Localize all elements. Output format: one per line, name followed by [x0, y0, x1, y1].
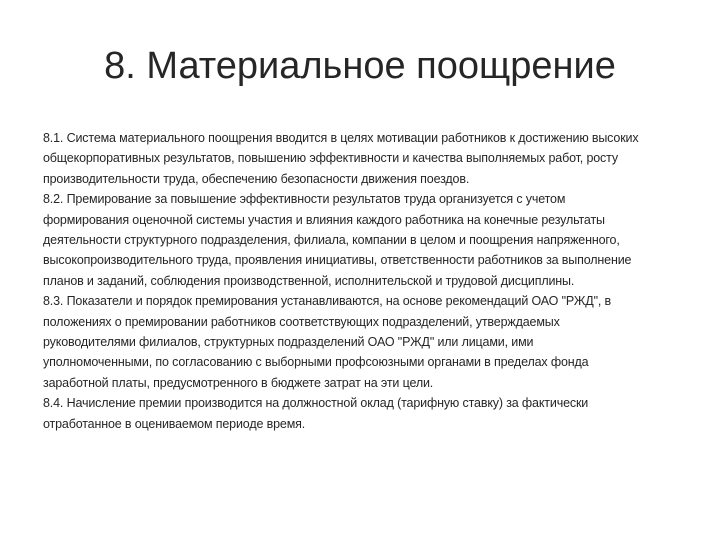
slide-body	[43, 128, 683, 434]
paragraph-8-1	[43, 128, 683, 189]
paragraph-line: производительности труда, обеспечению безопасности движения поездов.	[43, 171, 470, 186]
paragraph-line: 8.3. Показатели и порядок премирования устанавливаются, на основе рекомендаций ОАО "РЖД", в	[43, 294, 612, 309]
paragraph-8-2	[43, 189, 683, 291]
paragraph-8-4	[43, 393, 683, 434]
paragraph-line: общекорпоративных результатов, повышению эффективности и качества выполняемых работ, росту	[43, 151, 618, 166]
paragraph-line: 8.1. Система материального поощрения вводится в целях мотивации работников к достижению высоких	[43, 131, 639, 145]
paragraph-line: руководителями филиалов, структурных подразделений ОАО "РЖД" или лицами, ими	[43, 335, 534, 350]
paragraph-line: высокопроизводительного труда, проявления инициативы, ответственности работников за выполнение	[43, 253, 632, 268]
paragraph-line: деятельности структурного подразделения, филиала, компании в целом и поощрения напряженного,	[43, 233, 620, 248]
paragraph-line: 8.4. Начисление премии производится на должностной оклад (тарифную ставку) за фактически	[43, 396, 589, 411]
paragraph-line: формирования оценочной системы участия и влияния каждого работника на конечные результаты	[43, 212, 605, 227]
paragraph-line: планов и заданий, соблюдения производственной, исполнительской и трудовой дисциплины.	[43, 273, 575, 288]
paragraph-8-3	[43, 291, 683, 393]
paragraph-line: отработанное в оцениваемом периоде время.	[43, 416, 306, 431]
paragraph-line: уполномоченными, по согласованию с выборными профсоюзными органами в пределах фонда	[43, 355, 589, 370]
paragraph-line: положениях о премировании работников соответствующих подразделений, утверждаемых	[43, 314, 560, 329]
paragraph-line: заработной платы, предусмотренного в бюджете затрат на эти цели.	[43, 375, 434, 390]
slide-title: 8. Материальное поощрение	[104, 45, 616, 87]
paragraph-line: 8.2. Премирование за повышение эффективности результатов труда организуется с учетом	[43, 192, 566, 207]
